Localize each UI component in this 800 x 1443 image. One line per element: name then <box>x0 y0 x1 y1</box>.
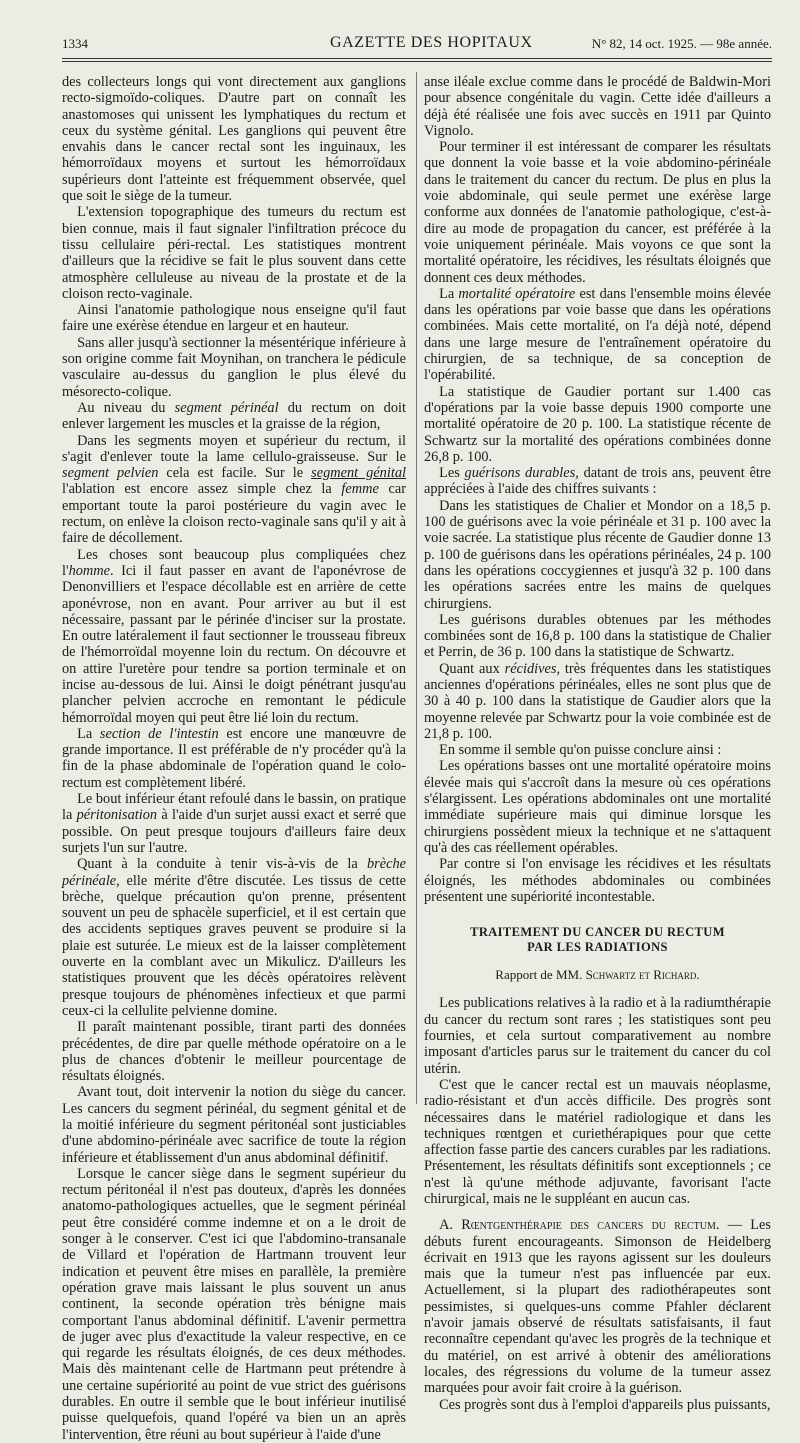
paragraph: Il paraît maintenant possible, tirant parti des données précédentes, de dire par quelle méthode opératoire on a le plus de chances d'obtenir le meilleur pourcentage de résultats éloignés. <box>62 1019 406 1085</box>
paragraph: A. Rœntgenthérapie des cancers du rectum. — Les débuts furent encourageants. Simonson de Heidelberg écrivait en 1913 que les rayons agissent sur les douleurs mais que la tumeur n'est pas influencée par eux. Actuellement, si la plupart des radiothérapeutes sont pessimistes, si quelques-uns comme Pfahler déclarent n'avoir jamais observé de résultats satisfaisants, il faut reconnaître cependant qu'avec les progrès de la technique et du matériel, on est arrivé à obtenir des améliorations locales, des régressions du volume de la tumeur assez marquées pour avoir fait croire à la guérison. <box>424 1217 771 1397</box>
paragraph: Dans les statistiques de Chalier et Mondor on a 18,5 p. 100 de guérisons avec la voie périnéale et 31 p. 100 avec la voie sacrée. La statistique plus récente de Gaudier donne 13 p. 100 de guérisons dans les opérations périnéales, 24 p. 100 dans les opérations coccygiennes et jusqu'à 32 p. 100 dans les opérations sacrées entre les mains de quelques chirurgiens. <box>424 497 771 612</box>
header-rule-top <box>62 58 772 59</box>
report-authors: Schwartz et Richard. <box>585 967 700 983</box>
paragraph: Lorsque le cancer siège dans le segment supérieur du rectum péritonéal il n'est pas douteux, d'après les données anatomo-pathologiques actuelles, que le segment périnéal peut être considéré comme indemne et on a le droit de songer à le conserver. C'est ici que l'abdomino-transanale de Villard et l'opération de Hartmann trouvent leur indication et peuvent être mises en parallèle, la première opération grave mais laissant le plus souvent un anus continent, la seconde opération très bénigne mais comportant l'anus abdominal définitif. L'avenir permettra de juger avec plus d'exactitude la valeur respective, en ce qui regarde les résultats éloignés, de ces deux méthodes. Mais dès maintenant celle de Hartmann peut prétendre à une certaine supériorité au point de vue strict des guérisons durables. En outre il semble que le bout inférieur inutilisé puisse quelquefois, quand l'opéré va bien un an après l'intervention, être réuni au bout supérieur à l'aide d'une <box>62 1165 406 1443</box>
paragraph: En somme il semble qu'on puisse conclure ainsi : <box>439 742 722 759</box>
paragraph: Ainsi l'anatomie pathologique nous enseigne qu'il faut faire une exérèse étendue en largeur et en hauteur. <box>62 302 406 335</box>
report-byline: Rapport de MM. Schwartz et Richard. <box>495 967 700 983</box>
paragraph: C'est que le cancer rectal est un mauvais néoplasme, radio-résistant et d'un accès difficile. Des progrès sont nécessaires dans le matériel radiologique et dans les techniques rœntgen et curiethérapiques pour que cette affection fasse partie des cancers curables par les radiations. Présentement, les résultats définitifs sont exceptionnels ; ce n'est là qu'une méthode adjuvante, favorisant l'acte chirurgical, mais ne le suppléant en aucun cas. <box>424 1076 771 1207</box>
emphasis: homme <box>68 562 111 579</box>
paragraph: Par contre si l'on envisage les récidives et les résultats éloignés, les méthodes abdominales ou combinées présentent une supériorité incontestable. <box>424 856 771 905</box>
paragraph: Quant à la conduite à tenir vis-à-vis de la brèche périnéale, elle mérite d'être discutée. Les tissus de cette brèche, quelque précaution qu'on prenne, présentent souvent un peu de sphacèle superficiel, et il est certain que des accidents septiques graves peuvent se produire si la plaie est suturée. Le mieux est de la laisser complètement ouverte en la comblant avec un Mikulicz. D'ailleurs les statistiques prouvent que les décès opératoires relèvent presque toujours de phénomènes infectieux et que parmi ceux-ci la cellulite pelvienne domine. <box>62 856 406 1019</box>
paragraph: anse iléale exclue comme dans le procédé de Baldwin-Mori pour absence congénitale du vagin. Cette idée d'ailleurs a déjà été réalisée une fois avec succès en 1911 par Quinto Vignolo. <box>424 74 771 139</box>
paragraph: L'extension topographique des tumeurs du rectum est bien connue, mais il faut signaler l'infiltration précoce du tissu cellulaire péri-rectal. Les statistiques montrent d'ailleurs que la récidive se fait le plus souvent dans cette atmosphère celluleuse au niveau de la prostate et de la cloison recto-vaginale. <box>62 204 406 302</box>
paragraph: La mortalité opératoire est dans l'ensemble moins élevée dans les opérations par voie basse que dans les opérations combinées. Mais cette mortalité, on l'a déjà noté, dépend dans une large mesure de l'entraînement opératoire du chirurgien, de sa technique, de sa conception de l'opérabilité. <box>424 285 772 384</box>
paragraph: Dans les segments moyen et supérieur du rectum, il s'agit d'enlever toute la lame cellulo-graisseuse. Sur le segment pelvien cela est facile. Sur le segment génital l'ablation est encore assez simple chez la femme car emportant toute la paroi postérieure du vagin avec le rectum, on enlève la cloison recto-vaginale sans qu'il y ait à faire de décollement. <box>62 432 406 547</box>
emphasis: récidives <box>504 660 557 677</box>
emphasis: femme <box>341 481 379 498</box>
header-rule-bottom <box>62 61 772 62</box>
right-column <box>424 74 771 1413</box>
emphasis: brèche périnéale <box>62 856 406 889</box>
paragraph: Les guérisons durables obtenues par les méthodes combinées sont de 16,8 p. 100 dans la statistique de Chalier et Perrin, de 36 p. 100 dans la statistique de Schwartz. <box>424 611 771 661</box>
paragraph: Ces progrès sont dus à l'emploi d'appareils plus puissants, <box>439 1396 771 1413</box>
subsection-heading: A. Rœntgenthérapie des cancers du rectum. — <box>439 1217 743 1234</box>
emphasis: mortalité opératoire <box>458 285 576 302</box>
page-header <box>62 30 772 56</box>
paragraph: Pour terminer il est intéressant de comparer les résultats que donnent la voie basse et la voie abdomino-périnéale dans le traitement du cancer du rectum. De plus en plus la voie abdominale, qui seule permet une exérèse large conforme aux données de l'anatomie pathologique, c'est-à-dire au mode de propagation du cancer, est préférée à la voie uniquement périnéale. Mais voyons ce que sont la mortalité opératoire, les récidives, les résultats éloignés que donnent ces deux méthodes. <box>424 139 771 286</box>
paragraph: Avant tout, doit intervenir la notion du siège du cancer. Les cancers du segment périnéal, du segment génital et de la moitié inférieure du segment péritonéal sont justiciables d'une abdomino-périnéale avec sacrifice de toute la région inférieure et établissement d'un anus abdominal définitif. <box>62 1084 406 1166</box>
section-title: TRAITEMENT DU CANCER DU RECTUM PAR LES RADIATIONS <box>470 925 725 955</box>
emphasis: guérisons durables, <box>464 465 579 482</box>
issue-info: N° 82, 14 oct. 1925. — 98e année. <box>591 36 772 51</box>
paragraph: La statistique de Gaudier portant sur 1.400 cas d'opérations par la voie basse depuis 1900 comporte une mortalité opératoire de 20 p. 100. La statistique récente de Schwartz sur la mortalité des opérations combinées donne 26,8 p. 100. <box>424 383 771 465</box>
emphasis: section de l'intestin <box>99 725 219 742</box>
paragraph: Les guérisons durables, datant de trois ans, peuvent être appréciées à l'aide des chiffres suivants : <box>424 465 771 498</box>
emphasis: segment pelvien <box>62 465 159 482</box>
paragraph: des collecteurs longs qui vont directement aux ganglions recto-sigmoïdo-coliques. D'autre part on connaît les anastomoses qui unissent les lymphatiques du rectum et ceux du système génital. Les ganglions qui peuvent être envahis dans le cancer rectal sont les inguinaux, les hémorroïdaux moyens et surtout les hémorroïdaux supérieurs dont l'atteinte est fréquemment observée, quel que soit le siège de la tumeur. <box>62 74 406 205</box>
column-divider <box>416 72 417 1104</box>
journal-title: GAZETTE DES HOPITAUX <box>330 34 533 51</box>
emphasis: péritonisation <box>76 807 158 824</box>
emphasis: segment périnéal <box>174 399 279 416</box>
emphasis: segment génital <box>311 465 406 482</box>
paragraph: Quant aux récidives, très fréquentes dans les statistiques anciennes d'opérations périnéales, elles ne sont plus que de 30 à 40 p. 100 dans la statistique de Gaudier alors que la moyenne relevée par Schwartz pour la voie combinée est de 21,8 p. 100. <box>424 660 772 742</box>
paragraph: Les publications relatives à la radio et à la radiumthérapie du cancer du rectum sont rares ; les statistiques sont peu fournies, et cela surtout comparativement au nombre imposant d'articles parus sur le traitement du cancer du col utérin. <box>424 995 771 1077</box>
paragraph: Sans aller jusqu'à sectionner la mésentérique inférieure à son origine comme fait Moynihan, on tranchera le pédicule vasculaire au-dessus du ganglion le plus élevé du mésorecto-colique. <box>62 334 406 400</box>
paragraph: Les opérations basses ont une mortalité opératoire moins élevée mais qui s'accroît dans la mesure où ces opérations s'élargissent. Les opérations abdominales ont une mortalité immédiate supérieure mais qui diminue lorsque les chirurgiens possèdent mieux la technique et ne s'attaquent qu'à des cas réellement opérables. <box>424 758 771 856</box>
paragraph: Les choses sont beaucoup plus compliquées chez l'homme. Ici il faut passer en avant de l'aponévrose de Denonvilliers et l'espace décollable est en arrière de cette aponévrose, non en avant. Pour arriver au but il est nécessaire, passant par le périnée d'inciser sur la prostate. En outre latéralement il faut sectionner le trousseau fibreux de l'hémorroïdal moyenne loin du rectum. On découvre et on attire l'uretère pour tendre sa portion terminale et on incise au-dessous de lui. Ainsi le doigt pénétrant jusqu'au plancher pelvien accroche en remontant le pédicule hémorroïdal moyen qui peut être lié loin du rectum. <box>62 546 406 726</box>
page-number: 1334 <box>62 36 88 51</box>
left-column <box>62 74 406 1443</box>
paragraph: Au niveau du segment périnéal du rectum on doit enlever largement les muscles et la graisse de la région, <box>62 399 406 433</box>
paragraph: Le bout inférieur étant refoulé dans le bassin, on pratique la péritonisation à l'aide d'un surjet aussi exact et serré que possible. On peut presque toujours d'ailleurs faire deux surjets l'un sur l'autre. <box>62 791 406 856</box>
paragraph: La section de l'intestin est encore une manœuvre de grande importance. Il est préférable de n'y procéder qu'à la fin de la phase abdominale de l'opération quand le colo-rectum est complètement libéré. <box>62 725 407 791</box>
